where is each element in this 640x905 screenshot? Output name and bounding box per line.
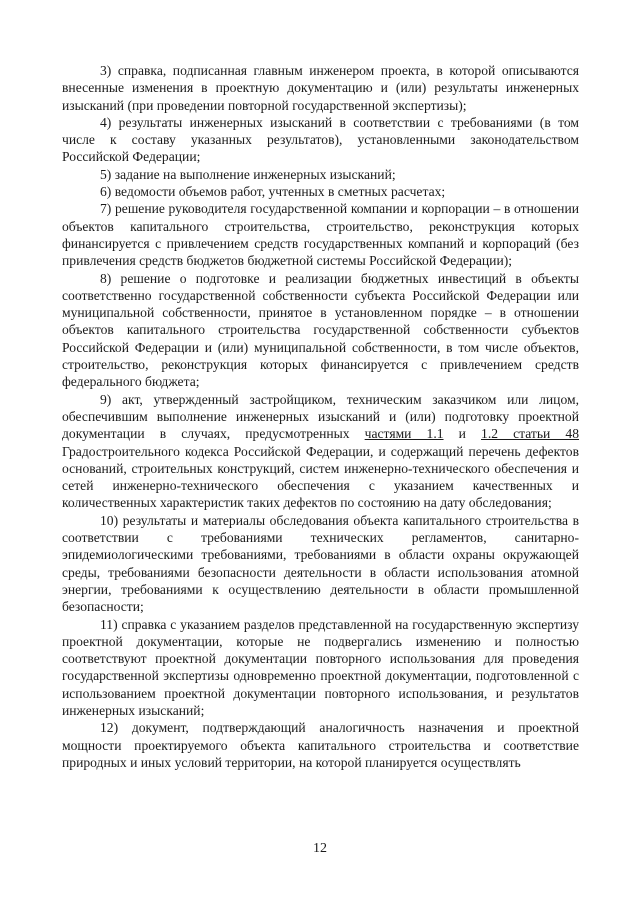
- item-9-text-end: Градостроительного кодекса Российской Федерации, и содержащий перечень дефектов оснований, строительных конструкций, систем инженерно-технического обеспечения и сетей инженерно-технического обеспечения с указанием качественных и количественных характеристик таких дефектов по состоянию на дату обследования;: [62, 443, 579, 511]
- paragraph-item-11: 11) справка с указанием разделов представленной на государственную экспертизу проектной документации, которые не подвергались изменению и полностью соответствуют проектной документации повторного использования для проведения государственной экспертизы одновременно проектной документации, подготовленной с использованием проектной документации повторного использования, и результатов инженерных изысканий;: [62, 616, 579, 718]
- paragraph-item-3: 3) справка, подписанная главным инженером проекта, в которой описываются внесенные изменения в проектную документацию и (или) результаты инженерных изысканий (при проведении повторной государственной экспертизы);: [62, 63, 579, 113]
- paragraph-item-6: 6) ведомости объемов работ, учтенных в сметных расчетах;: [100, 184, 446, 200]
- document-body: [62, 62, 579, 771]
- paragraph-item-12: 12) документ, подтверждающий аналогичность назначения и проектной мощности проектируемого объекта капитального строительства и соответствие природных и иных условий территории, на которой планируется осуществлять: [62, 720, 579, 770]
- paragraph-item-4: 4) результаты инженерных изысканий в соответствии с требованиями (в том числе к составу указанных результатов), установленными законодательством Российской Федерации;: [62, 114, 579, 165]
- link-parts-1-1[interactable]: частями 1.1: [364, 426, 444, 442]
- paragraph-item-9: [62, 391, 579, 512]
- link-part-1-2-article-48[interactable]: 1.2 статьи 48: [481, 426, 580, 442]
- paragraph-item-8: 8) решение о подготовке и реализации бюджетных инвестиций в объекты соответственно государственной собственности субъекта Российской Федерации или муниципальной собственности, принятое в установленном порядке – в отношении объектов капитального строительства государственной собственности субъектов Российской Федерации и (или) муниципальной собственности, в том числе объектов, строительство, реконструкция которых финансируется с привлечением средств федерального бюджета;: [62, 270, 579, 390]
- paragraph-item-5: 5) задание на выполнение инженерных изысканий;: [100, 166, 396, 182]
- item-9-text-conjunction: и: [443, 426, 482, 442]
- paragraph-item-7: 7) решение руководителя государственной компании и корпорации – в отношении объектов капитального строительства, строительство, реконструкция которых финансируется с привлечением средств государственных компаний и корпораций (без привлечения средств бюджетов бюджетной системы Российской Федерации);: [62, 201, 579, 269]
- page-number: 12: [313, 841, 327, 856]
- item-9-text-start: 9) акт, утвержденный застройщиком, техническим заказчиком или лицом, обеспечившим выполнение инженерных изысканий и (или) подготовку проектной документации в случаях, предусмотренных: [62, 391, 579, 442]
- paragraph-item-10: 10) результаты и материалы обследования объекта капитального строительства в соответствии с требованиями технических регламентов, санитарно-эпидемиологическими требованиями, требованиями в области охраны окружающей среды, требованиями безопасности деятельности в области использования атомной энергии, требованиями к осуществлению деятельности в области промышленной безопасности;: [62, 512, 579, 615]
